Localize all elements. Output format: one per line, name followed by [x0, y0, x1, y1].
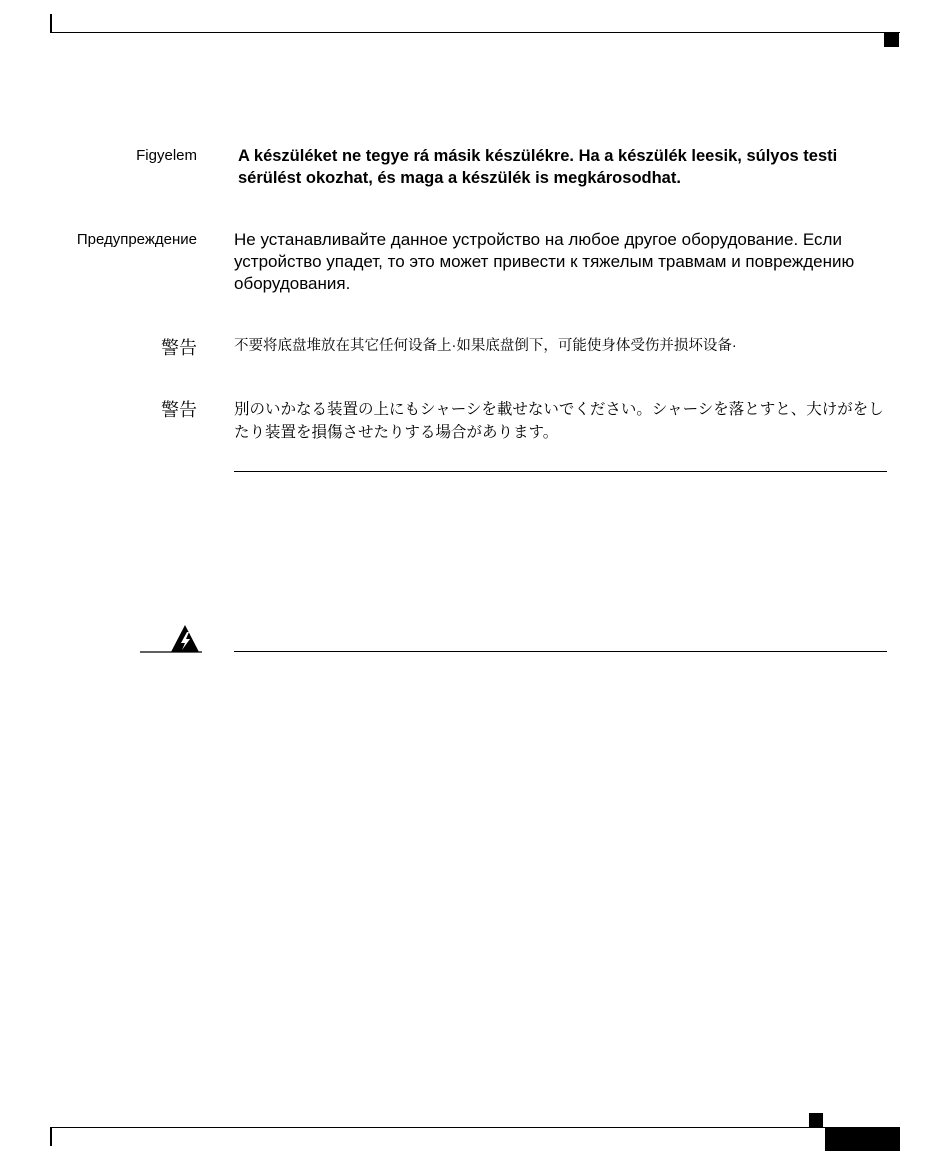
- warning-label-russian: Предупреждение: [76, 231, 197, 248]
- header-square-mark: [884, 33, 899, 47]
- warning-label-chinese: 警告: [161, 338, 197, 358]
- footer-corner-mark: [50, 1128, 52, 1146]
- footer-page-tab: [825, 1127, 900, 1151]
- warning-text-japanese: 別のいかなる装置の上にもシャーシを載せないでください。シャーシを落とすと、大けがをしたり装置を損傷させたりする場合があります。: [234, 401, 884, 441]
- header-corner-mark: [50, 14, 52, 33]
- footer-rule: [50, 1127, 825, 1128]
- warning-header-rule: [234, 651, 887, 652]
- warning-label-hungarian: Figyelem: [136, 147, 197, 164]
- warning-label-japanese: 警告: [161, 400, 197, 420]
- footer-square-mark: [809, 1113, 823, 1127]
- warning-text-chinese: 不要将底盘堆放在其它任何设备上·如果底盘倒下，可能使身体受伤并损坏设备·: [234, 338, 737, 354]
- warning-text-hungarian: A készüléket ne tegye rá másik készülékre. Ha a készülék leesik, súlyos testi sérülést okozhat, és maga a készülék is megkárosodhat.: [238, 147, 838, 187]
- warning-triangle-icon: [138, 624, 204, 654]
- header-rule: [50, 32, 900, 33]
- section-divider: [234, 471, 887, 472]
- warning-text-russian: Не устанавливайте данное устройство на любое другое оборудование. Если устройство упадет, то это может привести к тяжелым травмам и повреждению оборудования.: [234, 230, 855, 293]
